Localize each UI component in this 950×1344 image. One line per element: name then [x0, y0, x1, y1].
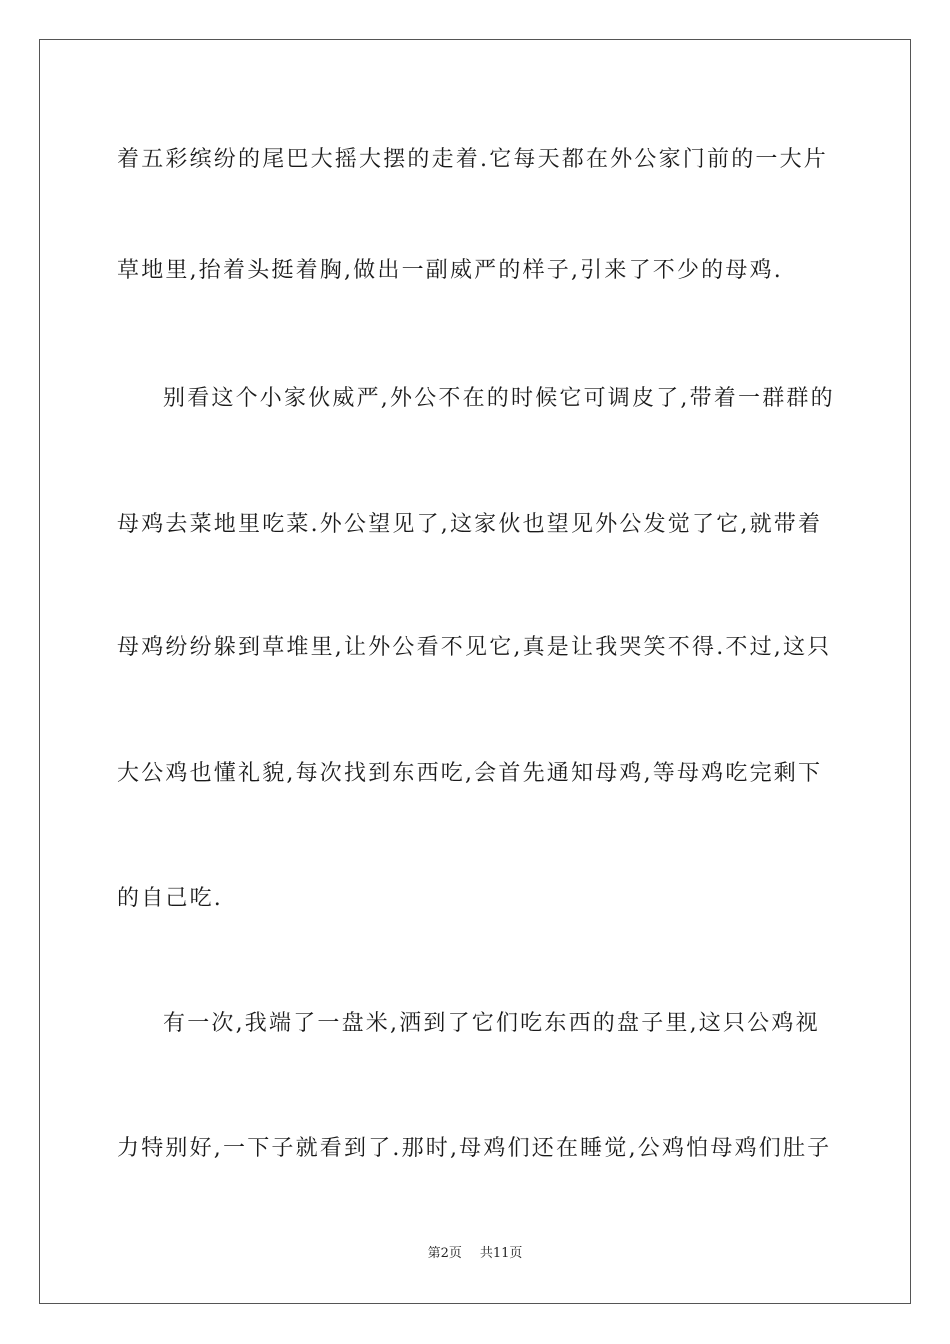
text-line: 力特别好,一下子就看到了.那时,母鸡们还在睡觉,公鸡怕母鸡们肚子 — [117, 1136, 832, 1161]
text-line: 有一次,我端了一盘米,洒到了它们吃东西的盘子里,这只公鸡视 — [163, 1011, 820, 1036]
text-line: 大公鸡也懂礼貌,每次找到东西吃,会首先通知母鸡,等母鸡吃完剩下 — [117, 761, 823, 786]
text-line: 着五彩缤纷的尾巴大摇大摆的走着.它每天都在外公家门前的一大片 — [117, 147, 828, 172]
page-border — [39, 39, 911, 1304]
page-number: 第2页 — [427, 1246, 462, 1261]
page-total: 共11页 — [479, 1246, 523, 1261]
page-footer — [0, 1245, 950, 1263]
text-line: 母鸡去菜地里吃菜.外公望见了,这家伙也望见外公发觉了它,就带着 — [117, 512, 823, 537]
text-line: 的自己吃. — [117, 886, 223, 911]
text-line: 草地里,抬着头挺着胸,做出一副威严的样子,引来了不少的母鸡. — [117, 258, 783, 283]
text-line: 别看这个小家伙威严,外公不在的时候它可调皮了,带着一群群的 — [163, 386, 835, 411]
text-line: 母鸡纷纷躲到草堆里,让外公看不见它,真是让我哭笑不得.不过,这只 — [117, 635, 832, 660]
